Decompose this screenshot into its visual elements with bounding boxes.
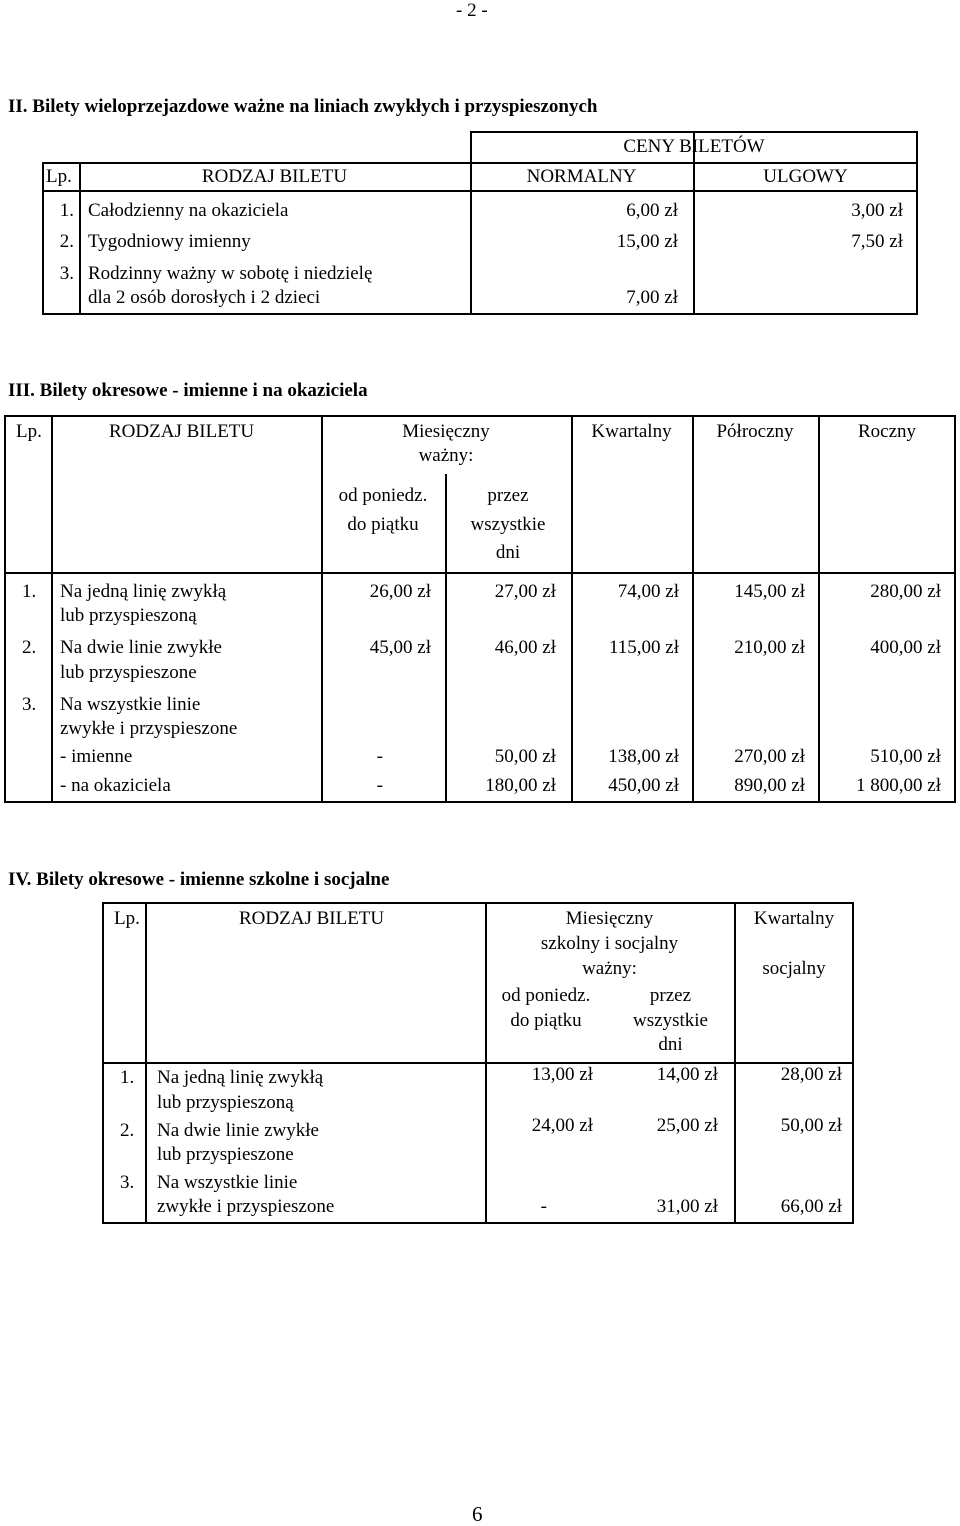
col-reduced: ULGOWY — [763, 166, 848, 187]
col-lp: Lp. — [114, 908, 140, 929]
row-halfyear-price: 210,00 zł — [734, 637, 805, 658]
col-quarterly: Kwartalny — [591, 421, 672, 442]
row-halfyear-price: 890,00 zł — [734, 775, 805, 796]
row-lp: 1. — [120, 1067, 135, 1088]
row-lp: 3. — [22, 694, 37, 715]
sub-all-days-3: dni — [495, 542, 521, 563]
row-alldays-price: 31,00 zł — [656, 1196, 718, 1217]
row-quarterly-price: 74,00 zł — [617, 581, 679, 602]
prices-group-header: CENY BILETÓW — [623, 136, 765, 157]
col-yearly: Roczny — [857, 421, 917, 442]
page-number: 6 — [472, 1502, 483, 1526]
row-name-line2: lub przyspieszoną — [60, 605, 197, 626]
row-name: - na okaziciela — [60, 775, 171, 796]
col-monthly-valid: ważny: — [418, 445, 474, 466]
col-quarterly: Kwartalny — [753, 908, 835, 929]
row-reduced-price: 7,50 zł — [851, 231, 903, 252]
col-monthly-school-social: szkolny i socjalny — [540, 933, 679, 954]
col-monthly: Miesięczny — [402, 421, 490, 442]
row-weekday-price: 45,00 zł — [369, 637, 431, 658]
row-quarterly-price: 50,00 zł — [780, 1115, 842, 1136]
col-monthly: Miesięczny — [565, 908, 654, 929]
row-yearly-price: 510,00 zł — [870, 746, 941, 767]
row-yearly-price: 400,00 zł — [870, 637, 941, 658]
sub-all-days-2: wszystkie — [470, 514, 546, 535]
row-quarterly-price: 138,00 zł — [608, 746, 679, 767]
row-weekday-price: - — [376, 746, 383, 767]
row-weekday-price: 13,00 zł — [531, 1064, 593, 1085]
row-normal-price: 6,00 zł — [626, 200, 678, 221]
row-weekday-price: - — [540, 1196, 547, 1217]
row-name-line2: lub przyspieszoną — [157, 1092, 294, 1113]
row-name: Rodzinny ważny w sobotę i niedzielę — [88, 263, 373, 284]
section-3-title: III. Bilety okresowe - imienne i na okaziciela — [8, 380, 368, 401]
row-name-line2: dla 2 osób dorosłych i 2 dzieci — [88, 287, 321, 308]
row-lp: 2. — [22, 637, 37, 658]
sub-all-days: przez — [649, 985, 692, 1006]
row-weekday-price: 24,00 zł — [531, 1115, 593, 1136]
row-quarterly-price: 28,00 zł — [780, 1064, 842, 1085]
row-alldays-price: 25,00 zł — [656, 1115, 718, 1136]
sub-weekday-2: do piątku — [347, 514, 419, 535]
row-normal-price: 15,00 zł — [616, 231, 678, 252]
row-lp: 3. — [120, 1172, 135, 1193]
col-quarterly-social: socjalny — [762, 958, 826, 979]
row-name-line2: zwykłe i przyspieszone — [60, 718, 238, 739]
row-name: Na wszystkie linie — [60, 694, 201, 715]
col-ticket-type: RODZAJ BILETU — [239, 908, 385, 929]
sub-weekday-2: do piątku — [510, 1010, 582, 1031]
row-weekday-price: - — [376, 775, 383, 796]
row-alldays-price: 14,00 zł — [656, 1064, 718, 1085]
row-halfyear-price: 145,00 zł — [734, 581, 805, 602]
row-name: Na jedną linię zwykłą — [60, 581, 227, 602]
row-name-line2: lub przyspieszone — [157, 1144, 294, 1165]
row-name: - imienne — [60, 746, 133, 767]
sub-weekday: od poniedz. — [338, 485, 428, 506]
row-alldays-price: 46,00 zł — [494, 637, 556, 658]
row-normal-price: 7,00 zł — [626, 287, 678, 308]
section-4-title: IV. Bilety okresowe - imienne szkolne i socjalne — [8, 869, 390, 890]
col-lp: Lp. — [46, 166, 72, 187]
row-lp: 3. — [59, 263, 74, 284]
row-lp: 2. — [59, 231, 74, 252]
sub-all-days: przez — [487, 485, 529, 506]
col-normal: NORMALNY — [526, 166, 637, 187]
row-name: Na dwie linie zwykłe — [157, 1120, 319, 1141]
row-halfyear-price: 270,00 zł — [734, 746, 805, 767]
sub-weekday: od poniedz. — [501, 985, 591, 1006]
section-2-title: II. Bilety wieloprzejazdowe ważne na liniach zwykłych i przyspieszonych — [8, 96, 598, 117]
sub-all-days-2: wszystkie — [633, 1010, 708, 1031]
row-quarterly-price: 115,00 zł — [608, 637, 679, 658]
row-name-line2: lub przyspieszone — [60, 662, 197, 683]
row-name-line2: zwykłe i przyspieszone — [157, 1196, 335, 1217]
row-alldays-price: 27,00 zł — [494, 581, 556, 602]
row-reduced-price: 3,00 zł — [851, 200, 903, 221]
row-quarterly-price: 66,00 zł — [780, 1196, 842, 1217]
row-name: Na wszystkie linie — [157, 1172, 298, 1193]
row-yearly-price: 280,00 zł — [870, 581, 941, 602]
col-monthly-valid: ważny: — [582, 958, 637, 979]
sub-all-days-3: dni — [658, 1034, 683, 1055]
row-lp: 1. — [59, 200, 74, 221]
row-alldays-price: 50,00 zł — [494, 746, 556, 767]
row-alldays-price: 180,00 zł — [485, 775, 556, 796]
col-ticket-type: RODZAJ BILETU — [109, 421, 255, 442]
row-yearly-price: 1 800,00 zł — [856, 775, 941, 796]
row-weekday-price: 26,00 zł — [369, 581, 431, 602]
col-ticket-type: RODZAJ BILETU — [201, 166, 348, 187]
row-name: Na jedną linię zwykłą — [157, 1067, 324, 1088]
row-quarterly-price: 450,00 zł — [608, 775, 679, 796]
row-name: Tygodniowy imienny — [88, 231, 251, 252]
row-name: Na dwie linie zwykłe — [60, 637, 222, 658]
row-name: Całodzienny na okaziciela — [88, 200, 289, 221]
row-lp: 2. — [120, 1120, 135, 1141]
row-lp: 1. — [22, 581, 37, 602]
col-half-year: Półroczny — [716, 421, 794, 442]
page-marker: - 2 - — [456, 0, 488, 21]
col-lp: Lp. — [16, 421, 42, 442]
